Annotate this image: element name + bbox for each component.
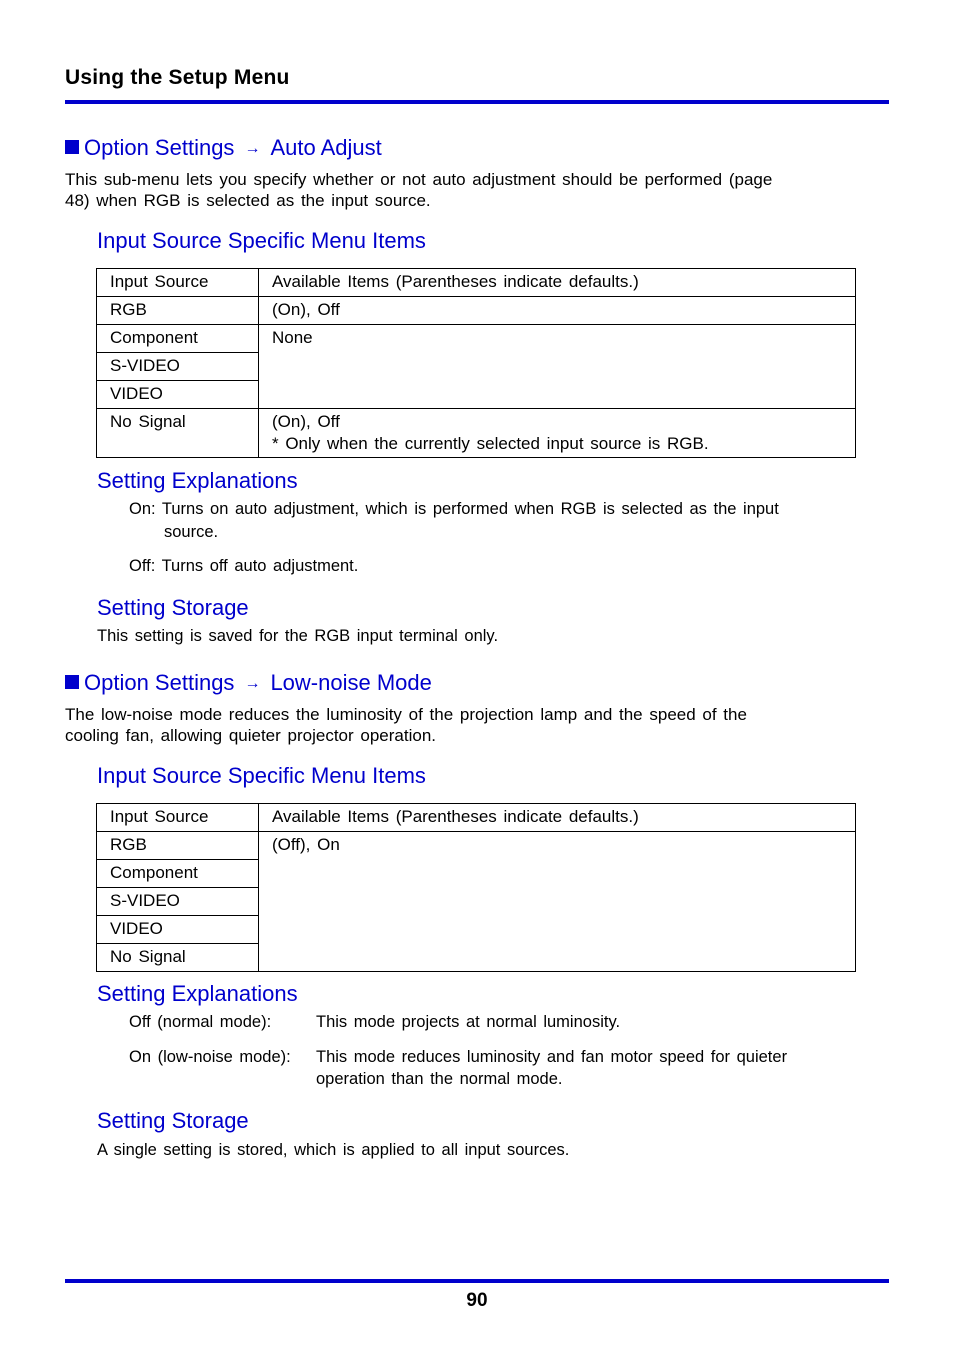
cell-items: (Off), On <box>259 832 856 972</box>
footer-rule <box>65 1279 889 1283</box>
cell-source: S-VIDEO <box>97 353 259 381</box>
explanation-line: source. <box>164 523 219 541</box>
table-header-row <box>97 269 856 297</box>
cell-source: RGB <box>97 832 259 860</box>
explanation-off: Off: Turns off auto adjustment. <box>129 557 359 575</box>
table-header-row <box>97 804 856 832</box>
section2-intro <box>65 704 747 746</box>
intro-line: This sub-menu lets you specify whether or not auto adjustment should be performed (page <box>65 170 773 189</box>
storage-text: This setting is saved for the RGB input terminal only. <box>97 627 499 645</box>
table-row <box>97 325 856 353</box>
cell-source: RGB <box>97 297 259 325</box>
cell-source: VIDEO <box>97 381 259 409</box>
cell-items-note: * Only when the currently selected input source is RGB. <box>272 434 709 453</box>
subheading-menu-items: Input Source Specific Menu Items <box>97 763 426 788</box>
cell-items: None <box>259 325 856 409</box>
cell-source: No Signal <box>97 409 259 458</box>
explanation-line: This mode reduces luminosity and fan motor speed for quieter <box>316 1048 788 1066</box>
header-rule <box>65 100 889 104</box>
explanation-off-label: Off (normal mode): <box>129 1013 272 1031</box>
heading-auto-adjust: Auto Adjust <box>270 135 382 160</box>
cell-source: No Signal <box>97 944 259 972</box>
section-heading-low-noise-mode <box>65 670 432 696</box>
cell-source: Component <box>97 325 259 353</box>
cell-source: S-VIDEO <box>97 888 259 916</box>
explanation-on-text <box>316 1046 787 1090</box>
table-row <box>97 832 856 860</box>
cell-source: Component <box>97 860 259 888</box>
explanation-off-text: This mode projects at normal luminosity. <box>316 1013 621 1031</box>
square-bullet-icon <box>65 140 79 154</box>
subheading-menu-items: Input Source Specific Menu Items <box>97 228 426 253</box>
square-bullet-icon <box>65 675 79 689</box>
col-header-source: Input Source <box>97 804 259 832</box>
intro-line: 48) when RGB is selected as the input source. <box>65 191 431 210</box>
subheading-setting-explanations: Setting Explanations <box>97 981 298 1006</box>
explanation-on <box>129 498 779 543</box>
subheading-setting-storage: Setting Storage <box>97 1108 249 1133</box>
cell-items: (On), Off <box>259 297 856 325</box>
section1-intro <box>65 169 772 211</box>
auto-adjust-table <box>96 268 856 458</box>
cell-items-value: (On), Off <box>272 412 340 431</box>
explanation-line: On: Turns on auto adjustment, which is performed when RGB is selected as the input <box>129 500 779 518</box>
heading-low-noise-mode: Low-noise Mode <box>270 670 432 695</box>
section-heading-auto-adjust <box>65 135 382 161</box>
intro-line: cooling fan, allowing quieter projector operation. <box>65 726 437 745</box>
low-noise-table <box>96 803 856 972</box>
col-header-source: Input Source <box>97 269 259 297</box>
cell-source: VIDEO <box>97 916 259 944</box>
arrow-right-icon: → <box>244 675 261 692</box>
explanation-on-label: On (low-noise mode): <box>129 1048 291 1066</box>
intro-line: The low-noise mode reduces the luminosity of the projection lamp and the speed of the <box>65 705 747 724</box>
storage-text: A single setting is stored, which is applied to all input sources. <box>97 1141 570 1159</box>
heading-option-settings: Option Settings <box>84 670 235 695</box>
heading-option-settings: Option Settings <box>84 135 235 160</box>
arrow-right-icon: → <box>244 140 261 157</box>
page-number: 90 <box>466 1290 488 1311</box>
explanation-line: operation than the normal mode. <box>316 1070 563 1088</box>
subheading-setting-storage: Setting Storage <box>97 595 249 620</box>
page-header-title: Using the Setup Menu <box>65 66 290 89</box>
subheading-setting-explanations: Setting Explanations <box>97 468 298 493</box>
table-row <box>97 297 856 325</box>
col-header-items: Available Items (Parentheses indicate defaults.) <box>259 269 856 297</box>
col-header-items: Available Items (Parentheses indicate defaults.) <box>259 804 856 832</box>
table-row <box>97 409 856 458</box>
cell-items <box>259 409 856 458</box>
